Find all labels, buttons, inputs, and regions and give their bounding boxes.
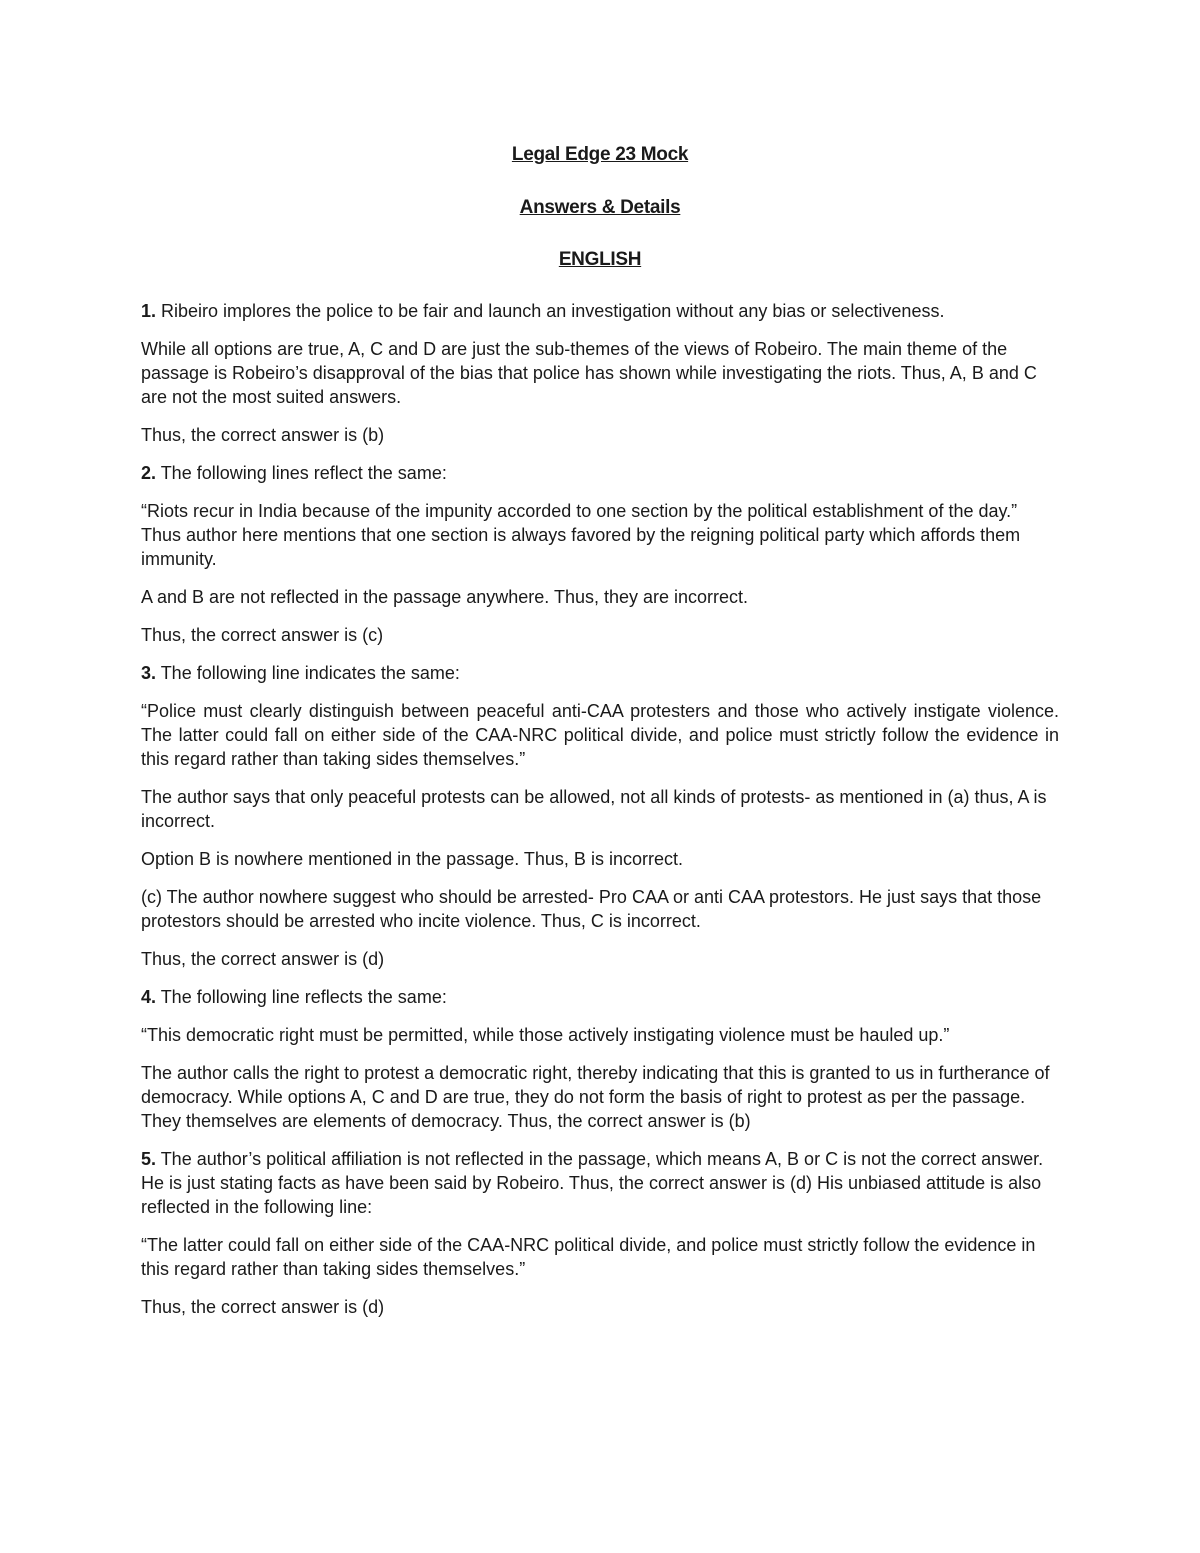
question-text: The following line indicates the same: (156, 663, 460, 683)
question-2 (141, 461, 1059, 485)
question-text: The author’s political affiliation is not reflected in the passage, which means A, B or C is not the correct answer. He is just stating facts as have been said by Robeiro. Thus, the correct answer is (d) His unbiased attitude is also reflected in the following line: (141, 1149, 1044, 1217)
quote-paragraph: “This democratic right must be permitted, while those actively instigating violence must be hauled up.” (141, 1025, 950, 1045)
question-4 (141, 985, 1059, 1009)
quote-paragraph: “Riots recur in India because of the impunity accorded to one section by the political establishment of the day.” Thus author here mentions that one section is always favored by the reigning political party which affords them immunity. (141, 501, 1021, 569)
explanation-paragraph: (c) The author nowhere suggest who should be arrested- Pro CAA or anti CAA protestors. He just says that those protestors should be arrested who incite violence. Thus, C is incorrect. (141, 887, 1042, 931)
question-number: 1. (141, 301, 157, 321)
question-3 (141, 661, 1059, 685)
answer-line: Thus, the correct answer is (c) (141, 625, 384, 645)
question-number: 4. (141, 987, 157, 1007)
explanation-paragraph: While all options are true, A, C and D are just the sub-themes of the views of Robeiro. The main theme of the passage is Robeiro’s disapproval of the bias that police has shown while investigating the riots. Thus, A, B and C are not the most suited answers. (141, 339, 1037, 407)
question-number: 2. (141, 463, 157, 483)
document-subtitle: Answers & Details (519, 197, 681, 218)
document-title: Legal Edge 23 Mock (511, 144, 689, 165)
explanation-paragraph: The author says that only peaceful protests can be allowed, not all kinds of protests- as mentioned in (a) thus, A is incorrect. (141, 787, 1047, 831)
document-body (141, 299, 1059, 1333)
explanation-paragraph: Option B is nowhere mentioned in the passage. Thus, B is incorrect. (141, 849, 683, 869)
question-text: Ribeiro implores the police to be fair and launch an investigation without any bias or selectiveness. (156, 301, 945, 321)
question-number: 5. (141, 1149, 157, 1169)
explanation-paragraph: A and B are not reflected in the passage anywhere. Thus, they are incorrect. (141, 587, 749, 607)
section-heading: ENGLISH (558, 249, 642, 270)
question-5 (141, 1147, 1059, 1219)
quote-paragraph: “Police must clearly distinguish between peaceful anti-CAA protesters and those who actively instigate violence. The latter could fall on either side of the CAA-NRC political divide, and police must strictly follow the evidence in this regard rather than taking sides themselves.” (141, 701, 1059, 769)
question-text: The following line reflects the same: (156, 987, 447, 1007)
question-1 (141, 299, 1059, 323)
answer-line: Thus, the correct answer is (d) (141, 1297, 385, 1317)
question-text: The following lines reflect the same: (156, 463, 447, 483)
question-number: 3. (141, 663, 157, 683)
answer-line: Thus, the correct answer is (d) (141, 949, 385, 969)
answer-line: Thus, the correct answer is (b) (141, 425, 385, 445)
explanation-paragraph: The author calls the right to protest a democratic right, thereby indicating that this is granted to us in furtherance of democracy. While options A, C and D are true, they do not form the basis of right to protest as per the passage. They themselves are elements of democracy. Thus, the correct answer is (b) (141, 1063, 1050, 1131)
quote-paragraph: “The latter could fall on either side of the CAA-NRC political divide, and police must strictly follow the evidence in this regard rather than taking sides themselves.” (141, 1235, 1036, 1279)
